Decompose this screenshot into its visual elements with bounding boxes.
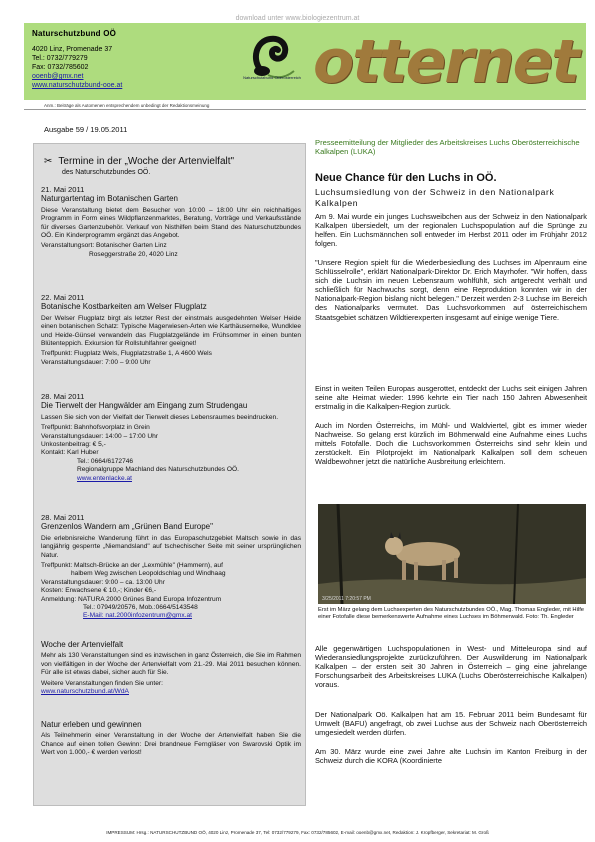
event-detail: Kontakt: Karl Huber — [41, 449, 99, 457]
event-title: Die Tierwelt der Hangwälder am Eingang zum Strudengau — [41, 401, 248, 411]
event-email-link[interactable]: E-Mail: nat.2000infozentrum@gmx.at — [83, 612, 192, 620]
event-detail: Tel.: 0664/6172746 — [77, 457, 134, 465]
events-heading-sub: des Naturschutzbundes OÖ. — [62, 169, 151, 176]
event-item — [41, 294, 301, 367]
article-title: Neue Chance für den Luchs in OÖ. — [315, 172, 497, 184]
article-para: "Unsere Region spielt für die Wiederbesiedlung des Luchses im Alpenraum eine Schlüsselrolle", erklärt Nationalpark-Direktor Dr. Erich Mayrhofer. "Wir hoffen, dass sich die Luchsin im neuen Lebensraum wohlfühlt, sich artgerecht verhält und schließlich für Nachwuchs sorgt, denn eine Reproduktion konnten wir in der Nationalpark-Region bislang nicht belegen." Derzeit werden 2-3 Luchse im Bereich des Nationalparks vermutet. Das Luchsvorkommen auf österreichischem Staatsgebiet schätzen Wildtierexperten insgesamt auf einige wenige Tiere. — [315, 258, 587, 322]
disclaimer: Anm.: Beiträge als Automenen entsprechendem unbedingt der Redaktionsmeinung — [44, 103, 210, 108]
event-detail: Veranstaltungsdauer: 9:00 – ca. 13:00 Uhr — [41, 578, 165, 586]
event-detail: Roseggerstraße 20, 4020 Linz — [89, 250, 178, 258]
events-heading-title: Termine in der „Woche der Artenvielfalt" — [58, 156, 235, 167]
org-web-link[interactable]: www.naturschutzbund-ooe.at — [32, 82, 123, 89]
issue-number: Ausgabe 59 / 19.05.2011 — [44, 125, 128, 134]
naturschutzbund-logo — [242, 31, 302, 89]
article-para: Einst in weiten Teilen Europas ausgerottet, entdeckt der Luchs seit einigen Jahren seine alte Heimat wieder: 1996 kehrte ein Tier nach 150 Jahren Abwesenheit erstmalig in die Kalkalpen-Region zurück. — [315, 384, 587, 412]
event-detail: Weitere Veranstaltungen finden Sie unter: — [41, 679, 163, 687]
event-date: 28. Mai 2011 — [41, 392, 85, 401]
event-title: Botanische Kostbarkeiten am Welser Flugplatz — [41, 302, 207, 312]
photo-timestamp: 3/25/2011 7:20:57 PM — [322, 596, 371, 602]
event-item — [41, 186, 301, 259]
article-para: Am 9. Mai wurde ein junges Luchsweibchen aus der Schweiz in den Nationalpark Kalkalpen übersiedelt, um der regionalen Luchspopulation auf die Sprünge zu helfen. Ein Luchsmännchen soll entweder im Herbst 2011 oder im Frühjahr 2012 folgen. — [315, 212, 587, 249]
event-detail: Treffpunkt: Flugplatz Wels, Flugplatzstraße 1, A 4600 Wels — [41, 350, 212, 358]
imprint-footer: IMPRESSUM: Hrsg.: NATURSCHUTZBUND OÖ, 4020 Linz, Promenade 37, Tel: 0732/779279, Fax: 0732/785602, E-mail: ooenb@gmx.net, Redaktion: J. Kropfberger, Sekretariat: M. Groß — [106, 830, 489, 835]
event-date: 22. Mai 2011 — [41, 293, 85, 302]
article-para: Alle gegenwärtigen Luchspopulationen in West- und Mitteleuropa sind auf Wiederansiedlungsprojekte zurückzuführen. Der Auswilderung im Nationalpark Kalkalpen – der ersten seit 30 Jahren in Österreich – ging eine jahrelange Forschungsarbeit des Arbeitskreises LUKA (Luchs Oberösterreichische Kalkalpen) voraus. — [315, 644, 587, 690]
event-detail: Treffpunkt: Bahnhofsvorplatz in Grein — [41, 424, 150, 432]
newsletter-title: otternet — [313, 27, 578, 97]
header-banner — [24, 23, 586, 100]
photo-caption: Erst im März gelang dem Luchsexperten des Naturschutzbundes OÖ., Mag. Thomas Engleder, mit Hilfe einer Fotofalle diese bemerkenswerte Aufnahme eines Luchses im Böhmerwald. Foto: Th. Engleder — [318, 607, 585, 621]
article-para: Am 30. März wurde eine zwei Jahre alte Luchsin im Kanton Freiburg in der Schweiz durch die KORA (Koordinierte — [315, 747, 587, 766]
event-detail: Tel.: 07949/20576, Mob.:0664/5143548 — [83, 604, 198, 612]
event-body: Als Teilnehmerin einer Veranstaltung in der Woche der Artenvielfalt haben Sie die Chance auf einen tollen Gewinn: Drei brandneue Ferngläser von Swarovski Optik im Wert von 1.000,- € werden verlost! — [41, 732, 301, 757]
event-detail: Veranstaltungsort: Botanischer Garten Linz — [41, 242, 167, 250]
event-body: Diese Veranstaltung bietet dem Besucher von 10:00 – 18:00 Uhr ein reichhaltiges Programm in Form eines Wildpflanzenmarktes, Beratung, Vorträge und Verkaufsstände für diverses Gartenzubehör. Verkauf von Nisthilfen beim Stand des Naturschutzbundes OÖ. Ein Kinderprogramm ergänzt das Angebot. — [41, 206, 301, 240]
event-item — [41, 393, 301, 483]
press-release-label: Presseemitteilung der Mitglieder des Arbeitskreises Luchs Oberösterreichische Kalkalpen (LUKA) — [315, 138, 580, 157]
otter-logo-icon — [242, 31, 302, 89]
event-detail: Veranstaltungsdauer: 7:00 – 9:00 Uhr — [41, 358, 151, 366]
event-body: Lassen Sie sich von der Vielfalt der Tierwelt dieses Lebensraumes beeindrucken. — [41, 413, 279, 421]
event-date: 21. Mai 2011 — [41, 185, 85, 194]
event-detail: Treffpunkt: Maltsch-Brücke an der „Lexmühle" (Hammern), auf — [41, 562, 223, 570]
event-date: 28. Mai 2011 — [41, 513, 85, 522]
event-body: Der Welser Flugplatz birgt als letzter Rest der einstmals ausgedehnten Welser Heide einen botanischen Schatz: Typische Magerwiesen-Arten wie Karthäusernelke, Wundklee und Heide-Günsel verwandeln das Flugplatzgelände im Frühsommer in einen bunten Blütenteppich. Exkursion für Rollstuhlfahrer geeignet! — [41, 314, 301, 348]
header-rule — [24, 109, 586, 110]
org-name: Naturschutzbund OÖ — [32, 29, 117, 38]
org-fax: Fax: 0732/785602 — [32, 64, 89, 71]
event-detail: Anmeldung: NATURA 2000 Grünes Band Europa Infozentrum — [41, 595, 222, 603]
event-detail: Veranstaltungsdauer: 14:00 – 17:00 Uhr — [41, 432, 158, 440]
lynx-image — [318, 504, 586, 604]
article-subtitle: Luchsumsiedlung von der Schweiz in den Nationalpark Kalkalpen — [315, 187, 555, 208]
org-tel: Tel.: 0732/779279 — [32, 55, 88, 62]
logo-caption: Naturschutzbund Oberösterreich — [243, 75, 301, 80]
event-detail: Regionalgruppe Machland des Naturschutzbundes OÖ. — [77, 466, 240, 474]
org-address: 4020 Linz, Promenade 37 — [32, 46, 113, 53]
event-body: Mehr als 130 Veranstaltungen sind es inzwischen in ganz Österreich, die Sie im Rahmen von vielfältigen in der Woche der Artenvielfalt vom 21.-29. Mai 2011 besuchen können. Für alle ist etwas dabei, sicher auch für Sie. — [41, 652, 301, 677]
event-title: Natur erleben und gewinnen — [41, 720, 142, 729]
event-detail: Kosten: Erwachsene € 10,-; Kinder €6,- — [41, 587, 157, 595]
event-title: Grenzenlos Wandern am „Grünen Band Europe" — [41, 522, 213, 532]
event-link[interactable]: www.naturschutzbund.at/WdA — [41, 688, 129, 696]
org-contact — [32, 29, 122, 90]
scissors-icon: ✂ — [44, 156, 53, 167]
events-heading — [44, 156, 304, 176]
event-detail: halbem Weg zwischen Leopoldschlag und Windhaag — [71, 570, 226, 578]
lynx-photo — [318, 504, 586, 604]
event-item — [41, 514, 301, 621]
event-title: Naturgartentag im Botanischen Garten — [41, 194, 178, 204]
org-email-link[interactable]: ooenb@gmx.net — [32, 73, 84, 80]
events-box — [33, 143, 306, 806]
event-detail: Unkostenbeitrag: € 5,- — [41, 441, 106, 449]
event-item — [41, 721, 301, 758]
event-title: Woche der Artenvielfalt — [41, 640, 124, 649]
event-item — [41, 641, 301, 696]
download-note: download unter www.biologiezentrum.at — [235, 15, 360, 22]
event-body: Die erlebnisreiche Wanderung führt in das Europaschutzgebiet Maltsch sowie in das langjährig gesperrte „Niemandsland" auf tschechischer Seite mit seiner ursprünglichen Natur. — [41, 534, 301, 559]
event-link[interactable]: www.entenlacke.at — [77, 474, 132, 482]
article-para: Der Nationalpark Oö. Kalkalpen hat am 15. Februar 2011 beim Bundesamt für Umwelt (BAFU) angefragt, ob zwei Luchse aus der Schweiz nach Oberösterreich umgesiedelt werden dürfen. — [315, 710, 587, 738]
article-para: Auch im Norden Österreichs, im Mühl- und Waldviertel, gibt es immer wieder Nachweise. So gelang erst kürzlich im Böhmerwald eine Aufnahme eines Luchs mittels Fotofalle. Doch die Luchsvorkommen Österreichs sind sehr klein und zerstückelt. Ein Pilotprojekt im Nationalpark Kalkalpen soll dem scheuen Waldbewohner jetzt die natürliche Ausbreitung erleichtern. — [315, 421, 587, 467]
